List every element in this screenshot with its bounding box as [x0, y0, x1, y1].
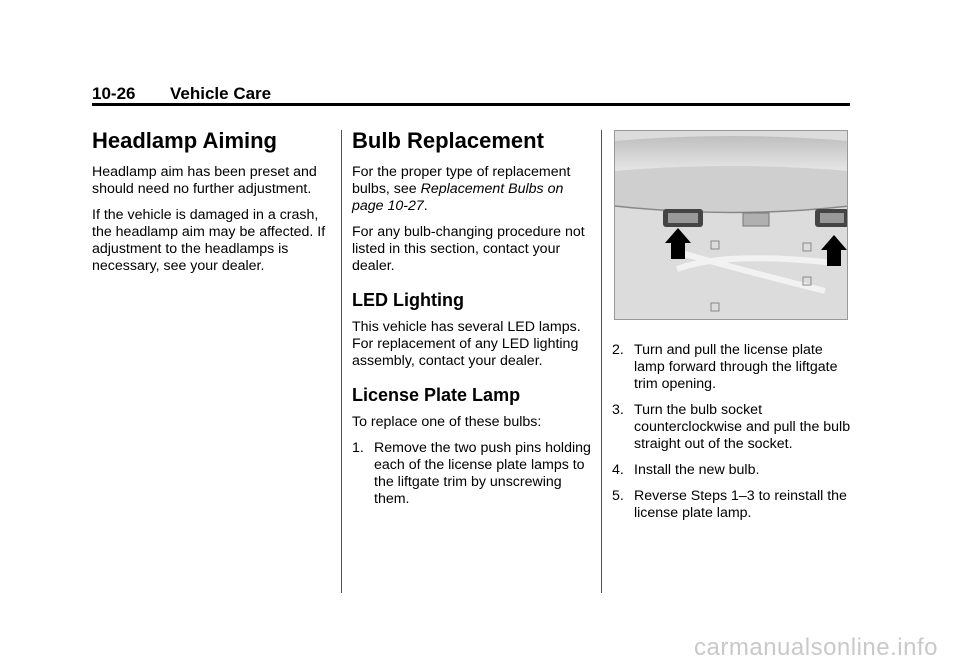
column-divider — [341, 130, 342, 593]
page-header — [92, 84, 850, 104]
heading-bulb-replacement: Bulb Replacement — [352, 128, 544, 153]
column-2 — [352, 128, 592, 517]
column-3 — [612, 342, 852, 531]
paragraph: This vehicle has several LED lamps. For replacement of any LED lighting assembly, contact your dealer. — [352, 319, 581, 369]
step-number: 3. — [612, 402, 624, 418]
liftgate-trim-drawing — [615, 131, 848, 320]
paragraph: Headlamp aim has been preset and should need no further adjustment. — [92, 164, 317, 197]
page-number: 10-26 — [92, 84, 136, 103]
step-number: 5. — [612, 488, 624, 504]
text: . — [423, 198, 428, 214]
column-1 — [92, 128, 332, 284]
heading-license-plate-lamp: License Plate Lamp — [352, 385, 521, 405]
step-text: Reverse Steps 1–3 to reinstall the license plate lamp. — [634, 488, 847, 521]
step-text: Install the new bulb. — [634, 462, 760, 478]
heading-led-lighting: LED Lighting — [352, 290, 464, 310]
step-text: Turn and pull the license plate lamp forward through the liftgate trim opening. — [634, 342, 838, 392]
step-item — [352, 440, 592, 508]
step-number: 1. — [352, 440, 364, 456]
step-item — [612, 462, 852, 479]
step-item — [612, 488, 852, 522]
paragraph: For any bulb-changing procedure not listed in this section, contact your dealer. — [352, 224, 585, 274]
paragraph — [352, 164, 592, 215]
text: For the proper type of replacement bulbs, see — [352, 164, 571, 197]
paragraph: If the vehicle is damaged in a crash, the headlamp aim may be affected. If adjustment to the headlamps is necessary, see your dealer. — [92, 207, 326, 274]
step-text: Remove the two push pins holding each of the license plate lamps to the liftgate trim by unscrewing them. — [374, 440, 591, 507]
step-text: Turn the bulb socket counterclockwise and pull the bulb straight out of the socket. — [634, 402, 851, 452]
step-item — [612, 342, 852, 393]
section-title: Vehicle Care — [170, 84, 272, 103]
watermark: carmanualsonline.info — [694, 634, 938, 661]
heading-headlamp-aiming: Headlamp Aiming — [92, 128, 277, 153]
step-item — [612, 402, 852, 453]
step-number: 4. — [612, 462, 624, 478]
license-plate-lamp-illustration — [614, 130, 848, 320]
cross-reference-link[interactable]: Replacement Bulbs on page 10-27 — [352, 181, 564, 214]
step-number: 2. — [612, 342, 624, 358]
column-divider — [601, 130, 602, 593]
paragraph: To replace one of these bulbs: — [352, 414, 542, 430]
header-rule — [92, 103, 850, 106]
